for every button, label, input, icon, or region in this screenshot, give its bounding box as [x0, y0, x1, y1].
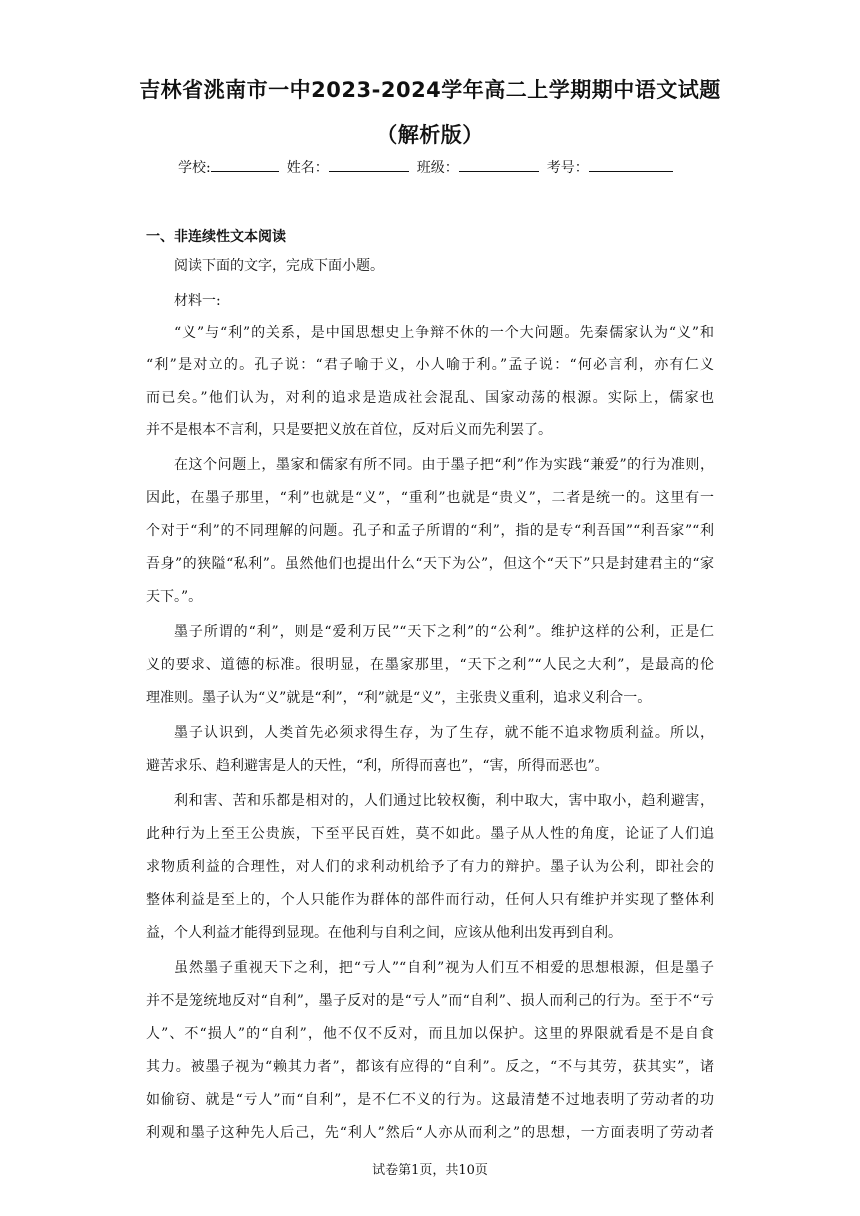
- class-blank: [459, 157, 539, 172]
- name-blank: [329, 157, 409, 172]
- document-title: 吉林省洮南市一中2023-2024学年高二上学期期中语文试题: [139, 78, 721, 102]
- body-line: 利观和墨子这种先人后己，先“利人”然后“人亦从而利之”的思想，一方面表明了劳动者: [146, 1125, 714, 1141]
- school-label: 学校:: [178, 160, 211, 176]
- body-line: 人”、不“损人”的“自利”，他不仅不反对，而且加以保护。这里的界限就看是不是自食: [146, 1026, 714, 1042]
- body-line: 天下。”。: [146, 589, 203, 605]
- page-footer: 试卷第1页，共10页: [372, 1163, 488, 1178]
- body-line: “义”与“利”的关系，是中国思想史上争辩不休的一个大问题。先秦儒家认为“义”和: [174, 325, 714, 341]
- body-line: “利”是对立的。孔子说：“君子喻于义，小人喻于利。”孟子说：“何必言利，亦有仁义: [146, 357, 714, 373]
- body-line: 因此，在墨子那里，“利”也就是“义”，“重利”也就是“贵义”，二者是统一的。这里有一: [146, 490, 714, 506]
- document-subtitle: （解析版）: [376, 123, 484, 147]
- body-line: 墨子认识到，人类首先必须求得生存，为了生存，就不能不追求物质利益。所以，: [174, 725, 714, 741]
- material-label: 材料一:: [174, 293, 221, 309]
- body-line: 个对于“利”的不同理解的问题。孔子和孟子所谓的“利”，指的是专“利吾国”“利吾家”“利: [146, 523, 714, 539]
- body-line: 墨子所谓的“利”，则是“爱利万民”“天下之利”的“公利”。维护这样的公利，正是仁: [174, 624, 714, 640]
- body-line: 虽然墨子重视天下之利，把“亏人”“自利”视为人们互不相爱的思想根源，但是墨子: [174, 960, 714, 976]
- body-line: 利和害、苦和乐都是相对的，人们通过比较权衡，利中取大，害中取小，趋利避害，: [174, 793, 714, 809]
- body-line: 理准则。墨子认为“义”就是“利”，“利”就是“义”，主张贵义重利，追求义利合一。: [146, 690, 652, 706]
- name-label: 姓名：: [286, 160, 329, 176]
- body-line: 吾身”的狭隘“私利”。虽然他们也提出什么“天下为公”，但这个“天下”只是封建君主的“家: [146, 556, 714, 572]
- body-line: 求物质利益的合理性，对人们的求利动机给予了有力的辩护。墨子认为公利，即社会的: [146, 859, 714, 875]
- body-line: 在这个问题上，墨家和儒家有所不同。由于墨子把“利”作为实践“兼爱”的行为准则，: [174, 457, 714, 473]
- student-info-row: [178, 157, 698, 177]
- class-label: 班级：: [416, 160, 459, 176]
- school-blank: [211, 157, 279, 172]
- number-label: 考号：: [546, 160, 589, 176]
- body-line: 益，个人利益才能得到显现。在他利与自利之间，应该从他利出发再到自利。: [146, 925, 622, 941]
- body-line: 其力。被墨子视为“赖其力者”，都该有应得的“自利”。反之，“不与其劳，获其实”，诸: [146, 1059, 714, 1075]
- body-line: 整体利益是至上的，个人只能作为群体的部件而行动，任何人只有维护并实现了整体利: [146, 892, 714, 908]
- number-blank: [589, 157, 673, 172]
- body-line: 此种行为上至王公贵族，下至平民百姓，莫不如此。墨子从人性的角度，论证了人们追: [146, 826, 714, 842]
- body-line: 而已矣。”他们认为，对利的追求是造成社会混乱、国家动荡的根源。实际上，儒家也: [146, 390, 714, 406]
- section-heading: 一、非连续性文本阅读: [146, 229, 286, 245]
- body-line: 义的要求、道德的标准。很明显，在墨家那里，“天下之利”“人民之大利”，是最高的伦: [146, 657, 714, 673]
- body-line: 避苦求乐、趋利避害是人的天性，“利，所得而喜也”，“害，所得而恶也”。: [146, 758, 609, 774]
- body-line: 并不是笼统地反对“自利”，墨子反对的是“亏人”而“自利”、损人而利己的行为。至于不“亏: [146, 993, 714, 1009]
- body-line: 并不是根本不言利，只是要把义放在首位，反对后义而先利罢了。: [146, 422, 552, 438]
- body-line: 如偷窃、就是“亏人”而“自利”，是不仁不义的行为。这最清楚不过地表明了劳动者的功: [146, 1092, 714, 1108]
- instruction-text: 阅读下面的文字，完成下面小题。: [174, 258, 384, 274]
